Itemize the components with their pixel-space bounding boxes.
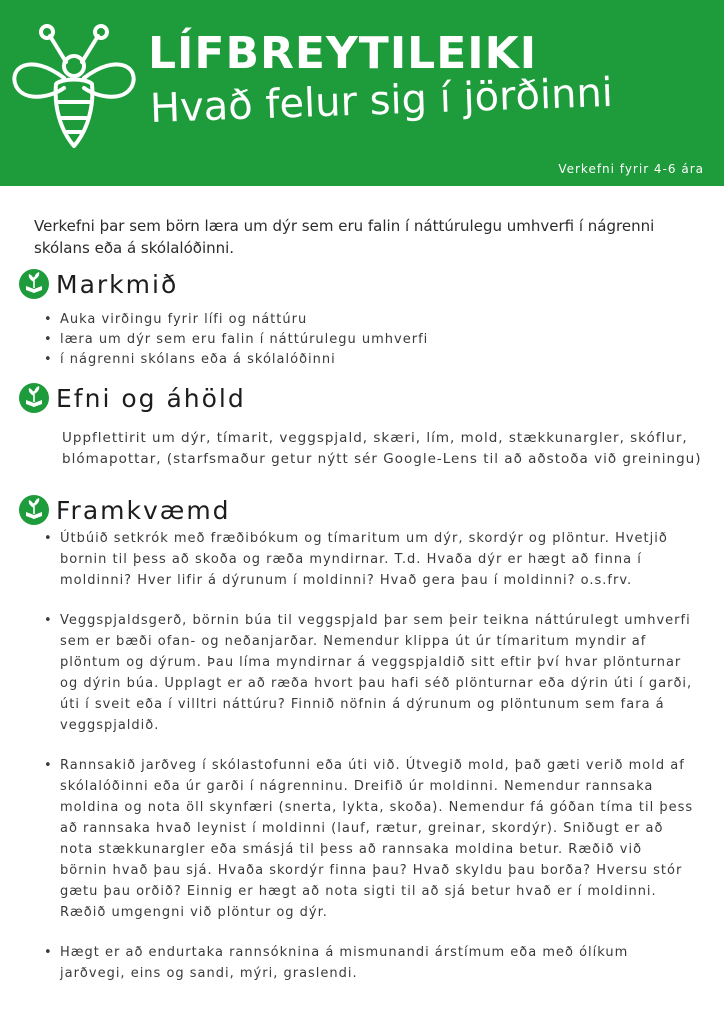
list-item: • í nágrenni skólans eða á skólalóðinni (44, 350, 428, 370)
list-item: • Auka virðingu fyrir lífi og náttúru (44, 310, 428, 330)
section-procedure-heading (18, 494, 231, 526)
list-item: • Rannsakið jarðveg í skólastofunni eða úti við. Útvegið mold, það gæti verið mold af skólalóðinni eða úr garði í nágrenninu. Dreifið úr moldinni. Nemendur rannsaka moldina og nota öll skynfæri (snerta, lykta, skoða). Nemendur fá góðan tíma til þess að rannsaka hvað leynist í moldinni (lauf, rætur, greinar, skordýr). Sniðugt er að nota stækkunargler eða smásjá til þess að rannsaka moldina betur. Ræðið við börnin hvað þau sjá. Hvaða skordýr finna þau? Hvað skyldu þau borða? Hversu stór gætu þau orðið? Einnig er hægt að nota sigti til að sjá betur hvað er í moldinni. Ræðið umgengni við plöntur og dýr. (44, 755, 694, 923)
intro-text: Verkefni þar sem börn læra um dýr sem eru falin í náttúrulegu umhverfi í nágrenni skólans eða á skólalóðinni. (34, 217, 655, 257)
leaf-book-icon (18, 382, 50, 414)
materials-text: Uppflettirit um dýr, tímarit, veggspjald, skæri, lím, mold, stækkunargler, skóflur, blómapottar, (starfsmaður getur nýtt sér Google-Lens til að aðstoða við greiningu) (62, 430, 702, 467)
list-item: • læra um dýr sem eru falin í náttúrulegu umhverfi (44, 330, 428, 350)
section-procedure-title: Framkvæmd (56, 495, 231, 525)
goals-list (44, 310, 428, 370)
header-banner (0, 0, 724, 186)
section-goals-title: Markmið (56, 269, 179, 299)
page-subtitle: Hvað felur sig í jörðinni (149, 69, 614, 132)
age-label: Verkefni fyrir 4-6 ára (558, 162, 704, 176)
section-materials-title: Efni og áhöld (56, 383, 246, 413)
list-item: • Veggspjaldsgerð, börnin búa til veggspjald þar sem þeir teikna náttúrulegt umhverfi sem er bæði ofan- og neðanjarðar. Nemendur klippa út úr tímaritum myndir af plöntum og dýrum. Þau líma myndirnar á veggspjaldið sitt eftir því hvar plönturnar og dýrin búa. Upplagt er að ræða hvort þau hafi séð plönturnar eða dýrin úti í garði, úti í sveit eða í villtri náttúru? Finnið nöfnin á dýrunum og plöntunum sem fara á veggspjaldið. (44, 610, 694, 736)
procedure-list (44, 528, 694, 1003)
leaf-book-icon (18, 494, 50, 526)
section-materials-heading (18, 382, 246, 414)
list-item: • Hægt er að endurtaka rannsóknina á mismunandi árstímum eða með ólíkum jarðvegi, eins og sandi, mýri, graslendi. (44, 942, 694, 984)
section-goals-heading (18, 268, 178, 300)
list-item: • Útbúið setkrók með fræðibókum og tímaritum um dýr, skordýr og plöntur. Hvetjið bornin til þess að skoða og ræða myndirnar. T.d. Hvaða dýr er hægt að finna í moldinni? Hver lifir á dýrunum í moldinni? Hvað gera þau í moldinni? o.s.frv. (44, 528, 694, 591)
bee-icon (10, 22, 138, 152)
page-title: LÍFBREYTILEIKI (148, 28, 538, 79)
leaf-book-icon (18, 268, 50, 300)
